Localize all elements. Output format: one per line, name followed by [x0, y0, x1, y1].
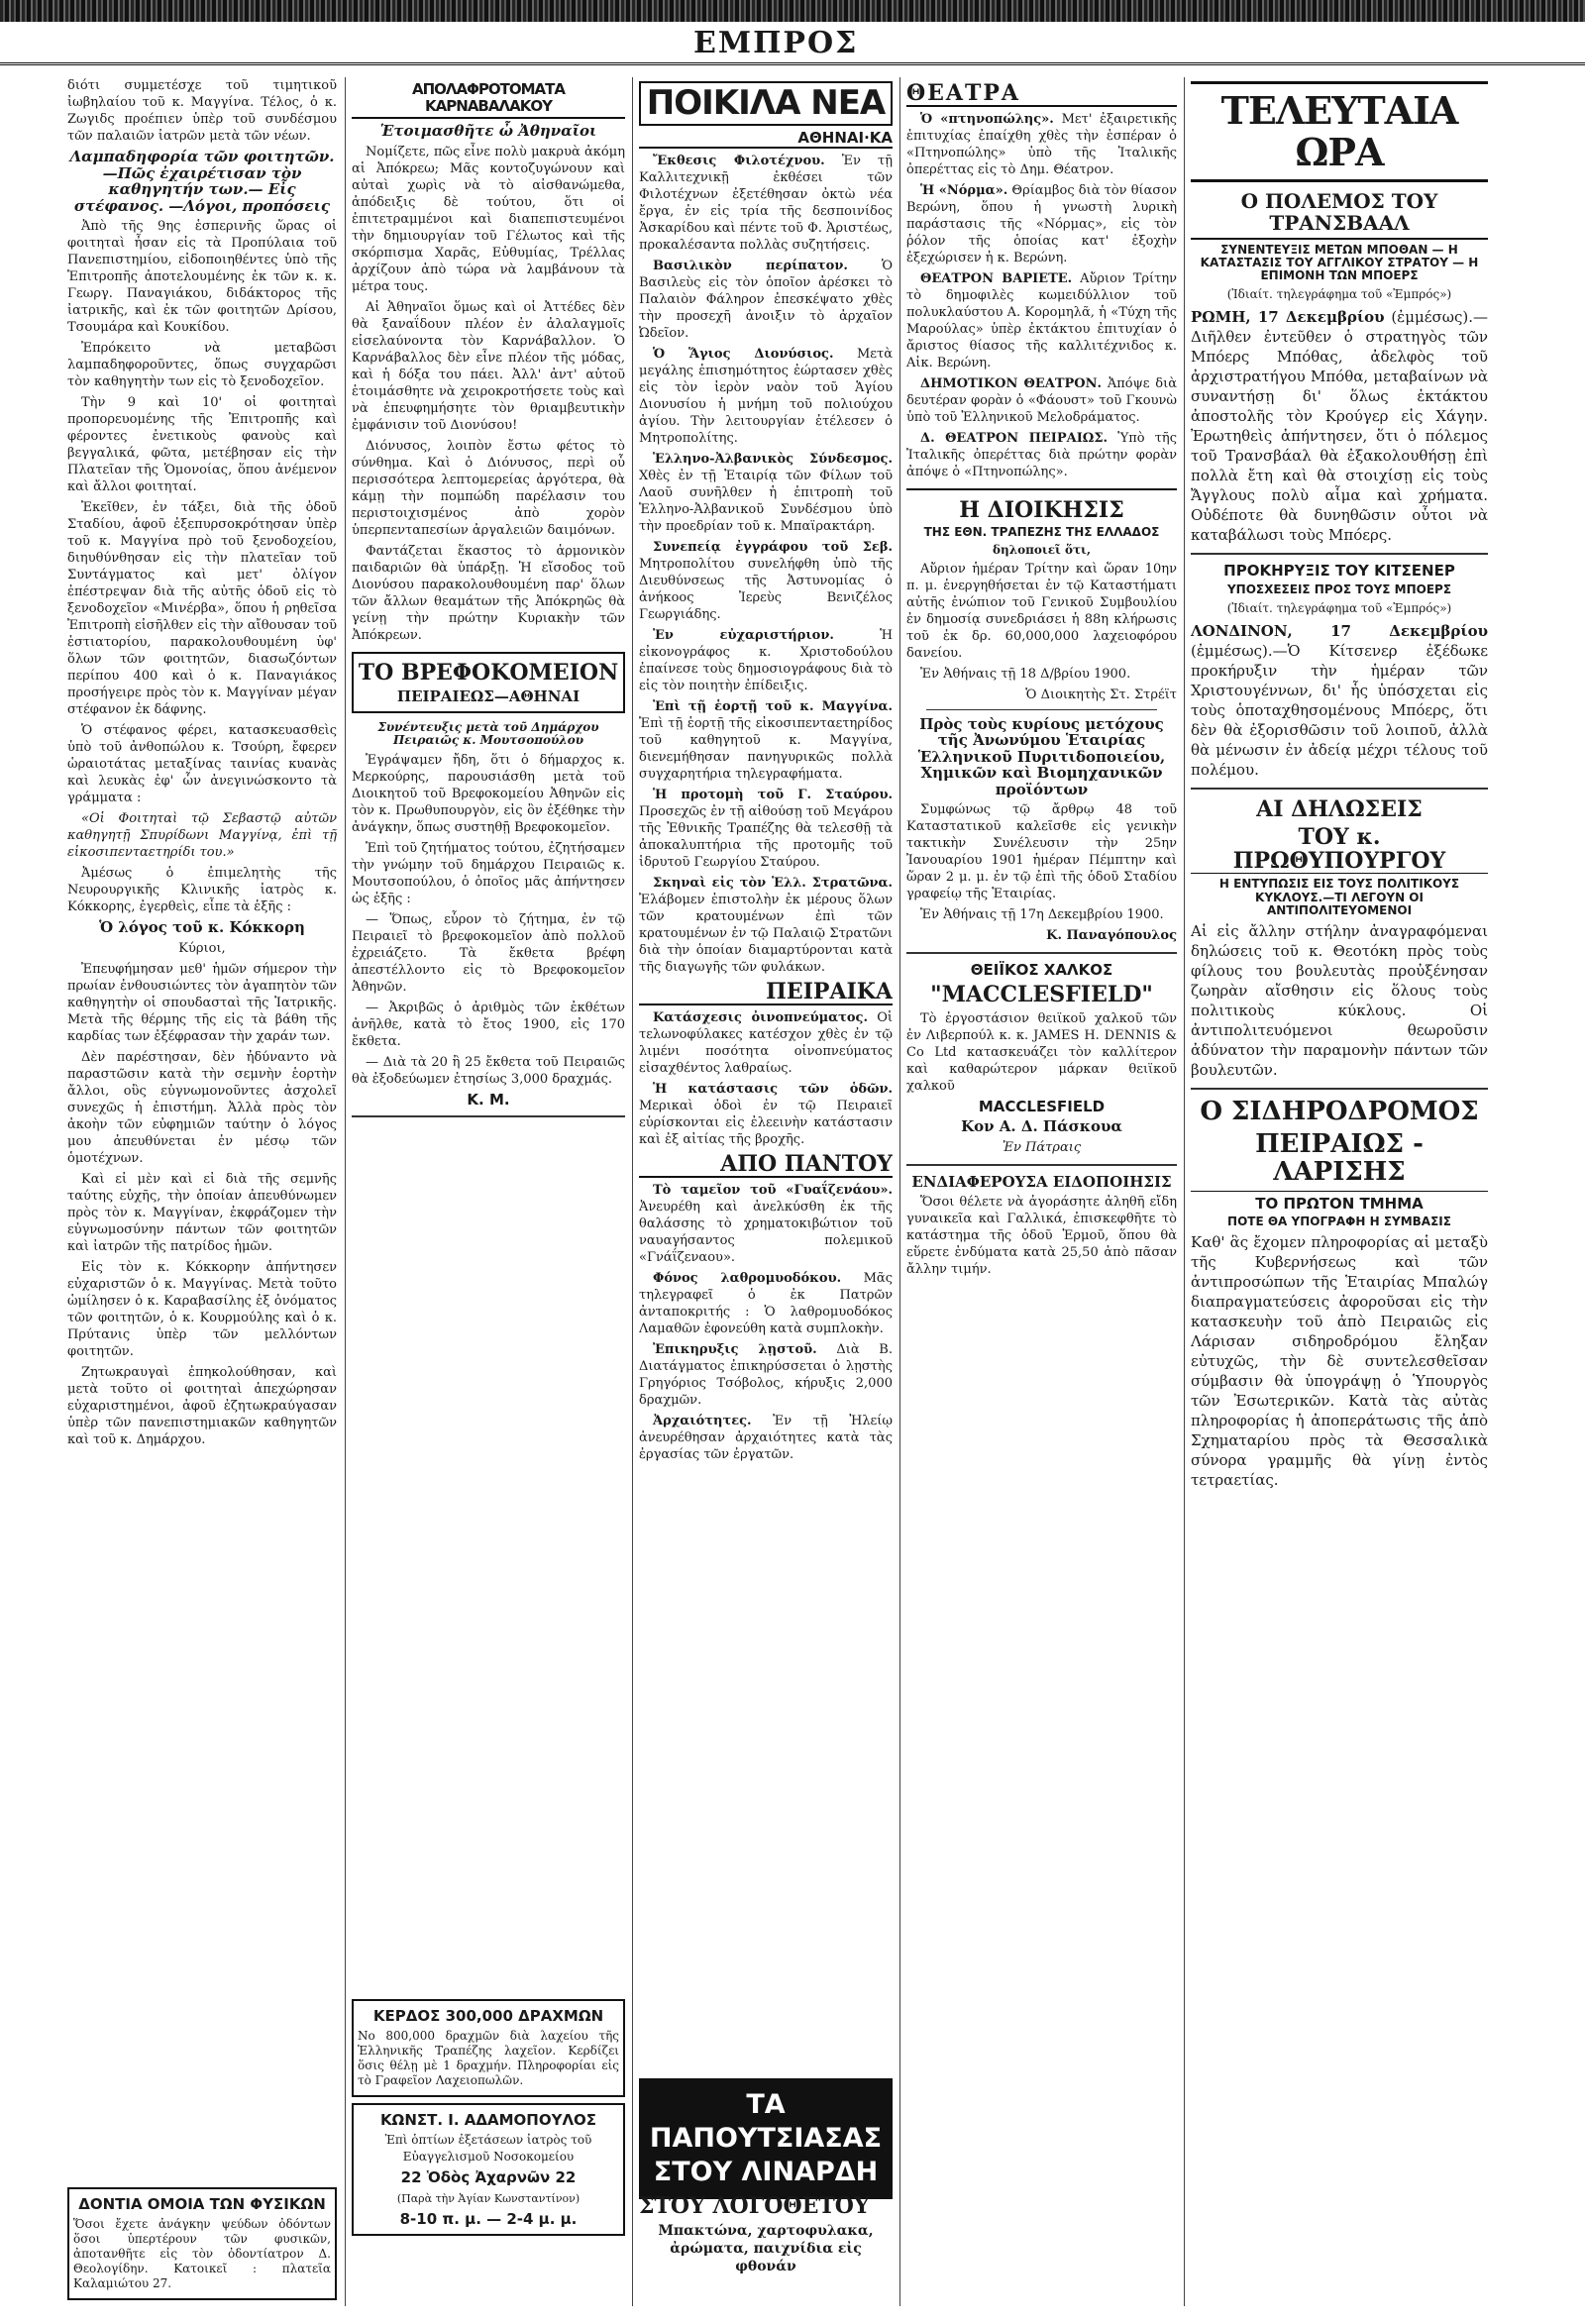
- news-item-text: Χθὲς ἐν τῇ Ἑταιρίᾳ τῶν Φίλων τοῦ Λαοῦ συνῆλθεν ἡ ἐπιτροπὴ τοῦ Ἑλληνο-Ἀλβανικοῦ Συνδέσμου ὑπὸ τὴν προεδρίαν τοῦ κ. Μπαϊρακτάρη.: [639, 468, 893, 534]
- athens-subheading: ΑΘΗΝΑΙ·ΚΑ: [639, 130, 893, 149]
- bank-notice-text: Αὔριον ἡμέραν Τρίτην καὶ ὥραν 10ην π. μ. ἐνεργηθήσεται ἐν τῷ Καταστήματι αὐτῆς ἐνώπιον τοῦ Γενικοῦ Συμβουλίου ἐν δημοσίᾳ συνεδριάσει ἡ 88η κλήρωσις τοῦ ἐκ δρ. 60,000,000 λαχειοφόρου δανείου.: [906, 561, 1177, 661]
- news-item-title: Ἔκθεσις Φιλοτέχνου.: [653, 153, 825, 168]
- paragraph: Διόνυσος, λοιπὸν ἔστω φέτος τὸ σύνθημα. Καὶ ὁ Διόνυσος, περὶ οὗ περισσότερα λεπτομερείας ἀργότερα, θὰ κάμῃ τὴν πομπώδη παρέλασιν του περιστοιχισμένος ἀπὸ χορὸν ὑπερπενταπεσίων ἀργαλειῶν δαιμόνων.: [352, 438, 625, 538]
- news-item: [639, 627, 893, 694]
- news-item-text: Μητροπολίτου συνελήφθη ὑπὸ τῆς Διευθύνσεως τῆς Ἀστυνομίας ὁ ἀνήκοος Ἰερεὺς Βενιζέλος Γεωργιάδης.: [639, 556, 893, 622]
- logothetou-title: ΣΤΟΥ ΛΟΓΟΘΕΤΟΥ: [639, 2193, 870, 2219]
- top-border-band: [0, 0, 1585, 22]
- last-hour-heading: ΤΕΛΕΥΤΑΙΑ ΩΡΑ: [1191, 81, 1488, 182]
- paragraph: Νομίζετε, πῶς εἶνε πολὺ μακρυὰ ἀκόμη αἱ Ἀπόκρεω; Μᾶς κοντοζυγώνουν καὶ αὐταὶ χωρὶς νὰ τὸ αἰσθανώμεθα, ἀπόδειξις δὲ τούτου, ὅτι οἱ ἐπιτετραμμένοι καὶ διαπεπιστευμένοι τὴν δημιουργίαν τοῦ Γέλωτος καὶ τῆς σκόρπισμα Χαρᾶς, Εὐθυμίας, Τρέλλας ἀρχίζουν ἀπὸ τώρα νὰ λαμβάνουν τὰ μέτρα τους.: [352, 144, 625, 294]
- interest-title: ΕΝΔΙΑΦΕΡΟΥΣΑ ΕΙΔΟΠΟΙΗΣΙΣ: [911, 1172, 1172, 1191]
- paragraph: «Οἱ Φοιτηταὶ τῷ Σεβαστῷ αὐτῶν καθηγητῇ Σπυρίδωνι Μαγγίνᾳ, ἐπὶ τῇ εἰκοσιπενταετηρίδι του.»: [67, 811, 337, 860]
- news-item: [639, 539, 893, 623]
- interview-lead: Συνέντευξις μετὰ τοῦ Δημάρχου Πειραιῶς κ. Μουτσοπούλου: [377, 720, 599, 748]
- doctor-address: 22 Ὁδὸς Ἀχαρνῶν 22: [400, 2168, 577, 2186]
- paragraph: Ἀπὸ τῆς 9ης ἑσπερινῆς ὥρας οἱ φοιτηταὶ ἦσαν εἰς τὰ Προπύλαια τοῦ Πανεπιστημίου, εἰδοποιηθέντες ὑπὸ τῆς Ἐπιτροπῆς ἀποτελουμένης ἐκ τῶν κ. κ. Γεωργ. Παναγιάκου, διδάκτορος τῆς ἰατρικῆς, καὶ ἐκ τῶν φοιτητῶν Δρίσου, Τσουμάρα καὶ Κουκίδου.: [67, 219, 337, 335]
- news-item-text: Ἐν τῇ Ἠλείῳ ἀνευρέθησαν ἀρχαιότητες κατὰ τὰς ἐργασίας τῶν ἐργατῶν.: [639, 1414, 893, 1463]
- shareholders-title: Πρὸς τοὺς κυρίους μετόχους τῆς Ἀνωνύμου Ἑταιρίας Ἑλληνικοῦ Πυριτιδοποιείου, Χημικῶν καὶ Βιομηχανικῶν προϊόντων: [917, 714, 1166, 798]
- prize-ad-title: ΚΕΡΔΟΣ 300,000 ΔΡΑΧΜΩΝ: [372, 2007, 604, 2025]
- news-item: [639, 1341, 893, 1409]
- news-item-title: Ἐπὶ τῇ ἑορτῇ τοῦ κ. Μαγγίνα.: [653, 698, 893, 714]
- news-item-title: Τὸ ταμεῖον τοῦ «Γυαΐζενάου».: [653, 1183, 893, 1199]
- doctor-note: (Παρὰ τὴν Ἀγίαν Κωνσταντίνον): [396, 2191, 581, 2205]
- declarations-title: ΑΙ ΔΗΛΩΣΕΙΣ: [1256, 795, 1423, 822]
- foundling-box: [352, 652, 625, 714]
- declarations-subtitle: Η ΕΝΤΥΠΩΣΙΣ ΕΙΣ ΤΟΥΣ ΠΟΛΙΤΙΚΟΥΣ ΚΥΚΛΟΥΣ.—ΤΙ ΛΕΓΟΥΝ ΟΙ ΑΝΤΙΠΟΛΙΤΕΥΟΜΕΝΟΙ: [1218, 877, 1460, 917]
- paragraph: Ἐκεῖθεν, ἐν τάξει, διὰ τῆς ὁδοῦ Σταδίου, ἀφοῦ ἐξεπυρσοκρότησαν ὑπὲρ τοῦ κ. Μαγγίνα πρὸ τοῦ ξενοδοχείου, διηυθύνθησαν εἰς τὴν πλατεῖαν τοῦ Συντάγματος καὶ μετ' ὀλίγον ἐπέστρεψαν διὰ τῆς αὐτῆς ὁδοῦ εἰς τὸ ξενοδοχεῖον «Μινέρβα», ὅπου ἡ ρηθεῖσα Ἐπιτροπὴ εἰσῆλθεν εἰς τὴν αἴθουσαν τοῦ ἑστιατορίου, παρακολουθουμένη ὑφ' ὅλων τῶν φοιτητῶν, διασωζόντων περίπου 400 καὶ ὁ κ. Παναγιάκος προσήγειρε πρὸς τὸν κ. Μαγγίναν μέγαν στέφανον ἐκ δάφνης.: [67, 500, 337, 717]
- column-rule: [899, 77, 900, 2306]
- carnival-heading: ΑΠΟΛΑΦΡΟΤΟΜΑΤΑ ΚΑΡΝΑΒΑΛΑΚΟΥ: [352, 81, 625, 119]
- declarations-title-2: ΤΟΥ κ. ΠΡΩΘΥΠΟΥΡΓΟΥ: [1191, 825, 1488, 874]
- theatre-item-text: Μετ' ἐξαιρετικῆς ἐπιτυχίας ἐπαίχθη χθὲς τὴν ἑσπέραν ὁ «Πτηνοπώλης» ὑπὸ τῆς Ἰταλικῆς ὀπερέττας εἰς τὸ Δημ. Θέατρον.: [906, 112, 1177, 178]
- bank-notice-lead: δηλοποιεῖ ὅτι,: [992, 542, 1092, 557]
- transvaal-story: [1191, 307, 1488, 545]
- theatre-item: [906, 270, 1177, 371]
- carnival-subheading: Ἑτοιμασθῆτε ὦ Ἀθηναῖοι: [379, 122, 597, 140]
- misc-news-heading: ΠΟΙΚΙΛΑ ΝΕΑ: [639, 81, 893, 126]
- news-item-text: Οἱ τελωνοφύλακες κατέσχον χθὲς ἐν τῷ λιμένι ποσότητα οἰνοπνεύματος εἰσαχθέντος λαθραίως.: [639, 1010, 893, 1077]
- shareholders-date: Ἐν Ἀθήναις τῇ 17η Δεκεμβρίου 1900.: [920, 907, 1164, 923]
- transvaal-subtitle: ΣΥΝΕΝΤΕΥΞΙΣ ΜΕΤΩΝ ΜΠΟΘΑΝ — Η ΚΑΤΑΣΤΑΣΙΣ ΤΟΥ ΑΓΓΛΙΚΟΥ ΣΤΡΑΤΟΥ — Η ΕΠΙΜΟΝΗ ΤΩΝ ΜΠΟΕΡΣ: [1200, 242, 1479, 282]
- kitchener-text: (ἐμμέσως).—Ὁ Κίτσενερ ἐξέδωκε προκήρυξιν τὴν ἡμέραν τῶν Χριστουγέννων, δι' ἧς ὑπόσχεται εἰς τοὺς ὁποταχθησομένους Μπόερς, ὅτι δὲν θὰ ἐξορισθῶσιν τοῦ λοιποῦ, ἀλλὰ θὰ μένωσιν ἐν ἀδείᾳ μέχρι τέλους τοῦ πολέμου.: [1191, 641, 1488, 779]
- declarations-text: Αἱ εἰς ἄλλην στήλην ἀναγραφόμεναι δηλώσεις τοῦ κ. Θεοτόκη πρὸς τοὺς φίλους του βουλευτὰς προὐξένησαν ζωηρὰν αἴσθησιν εἰς ὅλους τοὺς πολιτικοὺς κύκλους. Οἱ ἀντιπολιτευόμενοι θεωροῦσιν ἀδύνατον τὴν παραμονὴν πάντων τῶν βουλευτῶν.: [1191, 921, 1488, 1079]
- interview-signature: Κ. Μ.: [467, 1090, 510, 1109]
- intro-text: διότι συμμετέσχε τοῦ τιμητικοῦ ἰωβηλαίου τοῦ κ. Μαγγίνα. Τέλος, ὁ κ. Ζωγιδς προέπιεν ὑπὲρ τοῦ συνδέσμου τῶν παλαιῶν ἰατρῶν μετὰ τῶν νέων.: [67, 78, 337, 144]
- doctor-hours: 8-10 π. μ. — 2-4 μ. μ.: [399, 2209, 578, 2228]
- speech-title: Ὁ λόγος τοῦ κ. Κόκκορη: [99, 918, 305, 936]
- bank-notice-signature: Ὁ Διοικητὴς Στ. Στρέϊτ: [1025, 687, 1177, 702]
- news-item-text: Μετὰ μεγάλης ἐπισημότητος ἐώρτασεν χθὲς εἰς τὸν ἱερὸν ναὸν τοῦ Ἁγίου Διονυσίου ἡ μνήμη τοῦ πολιούχου ἁγίου. Τὴν λειτουργίαν ἐτέλεσεν ὁ Μητροπολίτης.: [639, 346, 893, 446]
- news-item-title: Ἀρχαιότητες.: [653, 1414, 752, 1429]
- news-item-text: Ἐλάβομεν ἐπιστολὴν ἐκ μέρους ὅλων τῶν κρατουμένων ἐπὶ τῶν κρατουμένων ἐν τῷ Παλαιῷ Στρατῶνι διὰ τὴν ὁποίαν διαμαρτύρονται κατὰ τῆς διαγωγῆς τῶν φυλάκων.: [639, 892, 893, 975]
- news-item: [639, 1009, 893, 1077]
- theatre-item-title: Ἡ «Νόρμα».: [920, 183, 1008, 199]
- interest-text: Ὅσοι θέλετε νὰ ἀγοράσητε ἀληθῆ εἴδη γυναικεῖα καὶ Γαλλικά, ἐπισκεφθῆτε τὸ κατάστημα τῆς ὁδοῦ Ἑρμοῦ, ὅπου θὰ εὕρετε ἐνδύματα κατὰ 25,50 ἀπὸ πᾶσαν ἄλλην τιμήν.: [906, 1195, 1177, 1278]
- column-rule: [1184, 77, 1185, 2306]
- kitchener-title: ΠΡΟΚΗΡΥΞΙΣ ΤΟΥ ΚΙΤΣΕΝΕΡ: [1223, 562, 1455, 581]
- theatre-item: [906, 111, 1177, 178]
- railway-text: Καθ' ἃς ἔχομεν πληροφορίας αἱ μεταξὺ τῆς Κυβερνήσεως καὶ τῶν ἀντιπροσώπων τῆς Ἑταιρίας Μπαλώγ διαπραγματεύσεις ἀφοροῦσαι εἰς τὴν κατασκευὴν τοῦ ἀπὸ Πειραιῶς εἰς Λάρισαν σιδηροδρόμου ἔληξαν εὐτυχῶς, τὴν δὲ συντελεσθεῖσαν σύμβασιν θὰ ὑπογράψῃ ὁ Ὑπουργὸς τῶν Ἐσωτερικῶν. Κατὰ τὰς αὐτὰς πληροφορίας ἡ ἀποπεράτωσις τῆς ἀπὸ Σχηματαρίου πρὸς τὰ Θεσσαλικὰ σύνορα γραμμῆς θὰ γίνῃ ἐντὸς τετραετίας.: [1191, 1233, 1488, 1490]
- shareholders-signature: Κ. Παναγόπουλος: [1046, 928, 1177, 944]
- divider: [906, 1164, 1177, 1166]
- news-item: [639, 698, 893, 783]
- paragraph: Αἱ Ἀθηναῖοι ὅμως καὶ οἱ Ἀττέδες δὲν θὰ ξαναΐδουν πλέον ἐν ἀλαλαγμοῖς εἰσελαύνοντα τὸν Καρνάβαλλον. Ὁ Καρνάβαλλος δὲν εἶνε πλέον τῆς μόδας, καὶ ἡ δόξα του πάει. Ἀλλ' ἀντ' αὐτοῦ ἑτοιμάσθητε νὰ χειροκροτήσετε τοὺς καὶ νὰ ἐπευφημήσητε τὸν θριαμβευτικὴν ἐμφάνισιν τοῦ Διονύσου!: [352, 299, 625, 433]
- bank-notice: [906, 488, 1177, 703]
- theatre-item-text: Θρίαμβος διὰ τὸν θίασον Βερώνη, ὅπου ἡ γνωστὴ λυρικὴ παράστασις τῆς «Νόρμας», εἰς τὸν ῥόλον τῆς ὁποίας κατ' ἐξοχὴν ἐξεχώρισεν ἡ κ. Βερώνη.: [906, 183, 1177, 266]
- news-item: [639, 451, 893, 535]
- railway-subtitle-2: ΠΟΤΕ ΘΑ ΥΠΟΓΡΑΦΗ Η ΣΥΜΒΑΣΙΣ: [1227, 1215, 1451, 1229]
- foundling-subtitle: ΠΕΙΡΑΙΕΩΣ—ΑΘΗΝΑΙ: [396, 687, 581, 705]
- news-item: [639, 1270, 893, 1337]
- news-item-text: Μᾶς τηλεγραφεῖ ὁ ἐκ Πατρῶν ἀνταποκριτής : Ὁ λαθρομυοδόκος Λαμαθῶν ἐφονεύθη κατὰ συμπλοκὴν.: [639, 1271, 893, 1337]
- transvaal-title: Ο ΠΟΛΕΜΟΣ ΤΟΥ ΤΡΑΝΣΒΑΑΛ: [1191, 186, 1488, 240]
- doctor-name: ΚΩΝΣΤ. Ι. ΑΔΑΜΟΠΟΥΛΟΣ: [379, 2110, 597, 2129]
- speech-salutation: Κύριοι,: [178, 940, 226, 956]
- theatre-item-text: Ὑπὸ τῆς Ἰταλικῆς ὀπερέττας διὰ πρώτην φορὰν ἀπόψε ὁ «Πτηνοπώλης».: [906, 431, 1177, 480]
- column-3: [639, 77, 893, 2306]
- column-4: [906, 77, 1177, 2306]
- copper-brand-2: MACCLESFIELD: [978, 1097, 1106, 1115]
- news-item: [639, 153, 893, 254]
- shoe-ad-line-1: ΤΑ ΠΑΠΟΥΤΣΙΑΣΑΣ: [649, 2089, 883, 2154]
- news-item-title: Ἐπικηρυξις λῃστοῦ.: [653, 1342, 817, 1358]
- theatre-item-title: Ὁ «πτηνοπώλης».: [920, 112, 1054, 128]
- speech-paragraph: Καὶ εἰ μὲν καὶ εἰ διὰ τῆς σεμνῆς ταύτης εὐχῆς, τὴν ὁποίαν ἀπευθύνωμεν πρὸς τὸν κ. Μαγγίναν, ἐκφράζομεν τὴν εὐγνωμοσύνην πάντων τῶν φοιτητῶν καὶ ἰατρῶν τῆς πατρίδος ἡμῶν.: [67, 1171, 337, 1254]
- news-item-title: Ἑλληνο-Ἀλβανικὸς Σύνδεσμος.: [653, 451, 893, 467]
- paragraph: Ἐγράψαμεν ἤδη, ὅτι ὁ δήμαρχος κ. Μερκούρης, παρουσιάσθη μετὰ τοῦ Διοικητοῦ τοῦ Βρεφοκομείου Ἀθηνῶν εἰς τὸν κ. Πρωθυπουργὸν, εἰς ὃν ἐξέθηκε τὴν ἀνάγκην, ὅπως συστηθῇ Βρεφοκομεῖον.: [352, 752, 625, 835]
- transvaal-source: (Ἰδιαίτ. τηλεγράφημα τοῦ «Ἐμπρός»): [1226, 287, 1452, 302]
- news-item-title: Ἡ προτομὴ τοῦ Γ. Σταύρου.: [653, 787, 893, 802]
- bank-notice-subtitle: ΤΗΣ ΕΘΝ. ΤΡΑΠΕΖΗΣ ΤΗΣ ΕΛΛΑΔΟΣ: [923, 525, 1160, 540]
- shoe-store-ad: [639, 2078, 893, 2199]
- railway-subtitle: ΤΟ ΠΡΩΤΟΝ ΤΜΗΜΑ: [1255, 1194, 1424, 1213]
- shareholders-text: Συμφώνως τῷ ἄρθρῳ 48 τοῦ Καταστατικοῦ καλεῖσθε εἰς γενικὴν τακτικὴν Συνέλευσιν τὴν 25ην Ἰανουαρίου 1901 ἡμέραν Πέμπτην καὶ ὥραν 2 μ. μ. ἐν τῷ ἐπὶ τῆς ὁδοῦ Σταδίου γραφείῳ τῆς Ἑταιρίας.: [906, 802, 1177, 902]
- prize-ad-text: Νο 800,000 δραχμῶν διὰ λαχείου τῆς Ἑλληνικῆς Τραπέζης λαχεῖον. Κερδίζει ὅσις θέλῃ μὲ 1 δραχμήν. Πληροφορίαι εἰς τὸ Γραφεῖον Λαχειοπωλῶν.: [358, 2028, 619, 2087]
- news-item: [639, 875, 893, 976]
- divider: [1191, 1088, 1488, 1090]
- transvaal-dateline: ΡΩΜΗ, 17 Δεκεμβρίου: [1191, 308, 1385, 327]
- news-item: [639, 1081, 893, 1148]
- news-item-title: Ἐν εὐχαριστήριον.: [653, 627, 834, 643]
- copper-text: Τὸ ἐργοστάσιον θειϊκοῦ χαλκοῦ τῶν ἐν Λιβερπούλ κ. κ. JAMES H. DENNIS & Co Ltd κατασκευάζει τὸν καλλίτερον καὶ καθαρώτερον μάρκαν θειϊκοῦ χαλκοῦ: [906, 1010, 1177, 1094]
- procession-heading: Λαμπαδηφορία τῶν φοιτητῶν. —Πῶς ἐχαιρέτισαν τὸν καθηγητήν των.— Εἶς στέφανος. —Λόγοι, προπόσεις: [69, 148, 335, 215]
- column-rule: [632, 77, 633, 2306]
- paragraph: — Διὰ τὰ 20 ἢ 25 ἔκθετα τοῦ Πειραιῶς θὰ ἐξοδεύωμεν ἐτησίως 3,000 δραχμάς.: [352, 1054, 625, 1087]
- news-item-text: Ἡ εἰκονογράφος κ. Χριστοδούλου ἐπαίνεσε τοὺς δημοσιογράφους διὰ τὸ εἰς τὸν ποιητὴν ἐπίδειξις.: [639, 627, 893, 693]
- foundling-title: ΤΟ ΒΡΕΦΟΚΟΜΕΙΟΝ: [358, 659, 619, 686]
- column-5: [1191, 77, 1488, 2306]
- ads-block: [352, 1999, 625, 2236]
- theatre-item-text: Ἀπόψε διὰ δευτέραν φορὰν ὁ «Φάουστ» τοῦ Γκουνὼ ὑπὸ τοῦ Ἑλληνικοῦ Μελοδράματος.: [906, 376, 1177, 426]
- column-1: [67, 77, 337, 2306]
- logothetou-text: Μπακτώνα, χαρτοφυλακα, ἀρώματα, παιχνίδια εἰς φθονάν: [658, 2223, 874, 2275]
- news-item-title: Βασιλικὸν περίπατον.: [653, 258, 848, 273]
- divider: [906, 952, 1177, 954]
- news-item: [639, 1182, 893, 1266]
- paragraph: Ὁ στέφανος φέρει, κατασκευασθεὶς ὑπὸ τοῦ ἀνθοπώλου κ. Τσούρη, ἔφερεν ὡραιοτάτας μεταξίνας ταινίας κυανὰς καὶ λευκὰς ἐφ' ὧν ἀνεγινώσκοντο τὰ γράμματα :: [67, 723, 337, 805]
- bank-notice-date: Ἐν Ἀθήναις τῇ 18 Δ/βρίου 1900.: [920, 666, 1131, 682]
- kitchener-story: [1191, 621, 1488, 780]
- speech-paragraph: Εἰς τὸν κ. Κόκκορην ἀπήντησεν εὐχαριστῶν ὁ κ. Μαγγίνας. Μετὰ τοῦτο ὡμίλησεν ὁ κ. Καραβασίλης ἐξ ὀνόματος τῶν φοιτητῶν, ὁ κ. Κουρμούλης καὶ ὁ κ. Πρύτανις ὑπὲρ τῶν μελλόντων φοιτητῶν.: [67, 1259, 337, 1359]
- news-item-title: Φόνος λαθρομυοδόκου.: [653, 1271, 842, 1287]
- paragraph: Φαντάζεται ἕκαστος τὸ ἁρμονικὸν παιδαριῶν θὰ ὑπάρξῃ. Ἡ εἴσοδος τοῦ Διονύσου παρακολουθουμένη παρ' ὅλων τῶν ἄλλων θεαμάτων τῆς Ἀπόκρηῶς θὰ γείνῃ τὴν πρώτην Κυριακὴν τῶν Ἀπόκρεων.: [352, 543, 625, 643]
- copper-agent: Κον Α. Δ. Πάσκουα: [961, 1117, 1122, 1136]
- speech-paragraph: Ζητωκραυγαὶ ἐπηκολούθησαν, καὶ μετὰ τοῦτο οἱ φοιτηταὶ ἀπεχώρησαν εὐχαριστημένοι, ἀφοῦ ἐζητωκραύγασαν ὑπὲρ τῶν πανεπιστημιακῶν καθηγητῶν καὶ τοῦ κ. Δημάρχου.: [67, 1364, 337, 1447]
- paragraph: — Ἀκριβῶς ὁ ἀριθμὸς τῶν ἐκθέτων ἀνῆλθε, κατὰ τὸ ἔτος 1900, εἰς 170 ἔκθετα.: [352, 1000, 625, 1049]
- column-rule: [345, 77, 346, 2306]
- theatre-item: [906, 375, 1177, 426]
- news-item-text: Προσεχῶς ἐν τῇ αἰθούσῃ τοῦ Μεγάρου τῆς Ἐθνικῆς Τραπέζης θὰ τελεσθῇ τὰ ἀποκαλυπτήρια τῆς προτομῆς τοῦ ἱδρυτοῦ Γεωργίου Σταύρου.: [639, 803, 893, 870]
- newspaper-title: ΕΜΠΡΟΣ: [693, 26, 859, 60]
- doctor-ad: [352, 2103, 625, 2237]
- divider: [926, 709, 1157, 710]
- bank-notice-title: Η ΔΙΟΙΚΗΣΙΣ: [959, 497, 1124, 524]
- kitchener-dateline: ΛΟΝΔΙΝΟΝ, 17 Δεκεμβρίου: [1191, 621, 1488, 640]
- theatre-item-text: Αὔριον Τρίτην τὸ δημοφιλὲς κωμειδύλλιον τοῦ πολυκλαύστου Α. Κορομηλᾶ, ἡ «Τύχη τῆς Μαρούλας» ὑπὲρ ἐκτάκτου ἐπιτυχίαν ὁ ἄριστος θίασος τῆς καλλιτέχνιδος κ. Αἰκ. Βερώνη.: [906, 271, 1177, 371]
- piraeus-heading: ΠΕΙΡΑΙΚΑ: [639, 980, 893, 1005]
- paragraph: Ἐπὶ τοῦ ζητήματος τούτου, ἐζητήσαμεν τὴν γνώμην τοῦ δημάρχου Πειραιῶς κ. Μουτσοπούλου, ὁ ὁποῖος μᾶς ἀπήντησεν ὡς ἑξῆς :: [352, 840, 625, 906]
- news-item-title: Ὁ Ἅγιος Διονύσιος.: [653, 346, 834, 362]
- from-everywhere-heading: ΑΠΟ ΠΑΝΤΟΥ: [639, 1152, 893, 1178]
- masthead: [0, 22, 1585, 65]
- kitchener-source: (Ἰδιαίτ. τηλεγράφημα τοῦ «Ἐμπρός»): [1226, 600, 1452, 615]
- news-item-text: Ἀνευρέθη καὶ ἀνελκύσθη ἐκ τῆς θαλάσσης τὸ χρηματοκιβώτιον τοῦ ναυαγήσαντος πολεμικοῦ «Γνάΐζεναου».: [639, 1200, 893, 1266]
- theatre-item: [906, 182, 1177, 266]
- theatre-item: [906, 430, 1177, 480]
- theatre-item-title: ΘΕΑΤΡΟΝ ΒΑΡΙΕΤΕ.: [920, 271, 1073, 287]
- railway-title: Ο ΣΙΔΗΡΟΔΡΟΜΟΣ: [1200, 1096, 1479, 1126]
- copper-title: ΘΕΙΪΚΟΣ ΧΑΛΚΟΣ: [970, 961, 1113, 980]
- news-item-title: Σκηναὶ εἰς τὸν Ἑλλ. Στρατῶνα.: [653, 875, 893, 891]
- news-item: [639, 258, 893, 342]
- doctor-text: Ἐπὶ ὁπτίων ἐξετάσεων ἰατρὸς τοῦ Εὐαγγελισμοῦ Νοσοκομείου: [384, 2133, 592, 2164]
- news-item-text: Ἐπὶ τῇ ἑορτῇ τῆς εἰκοσιπενταετηρίδος τοῦ καθηγητοῦ κ. Μαγγίνα, διενεμήθησαν πανηγυρικῶς πολλὰ συγχαρητήρια τηλεγραφήματα.: [639, 715, 893, 782]
- divider: [1191, 788, 1488, 790]
- dentist-ad: [67, 2187, 337, 2300]
- railway-title-2: ΠΕΙΡΑΙΩΣ - ΛΑΡΙΣΗΣ: [1191, 1130, 1488, 1192]
- dentist-ad-text: Ὅσοι ἔχετε ἀνάγκην ψεύδων ὀδόντων ὅσοι ὑπερτέρουν τῶν φυσικῶν, ἀποτανθῆτε εἰς τὸν ὀδοντίατρον Δ. Θεολογίδην. Κατοικεῖ : πλατεῖα Καλαμιώτου 27.: [73, 2216, 331, 2290]
- news-item-text: Ὁ Βασιλεὺς εἰς τὸν ὁποῖον ἀρέσκει τὸ Παλαιὸν Φάληρον ἐπεσκέψατο χθὲς τὴν προσεχῆ ἀνοιξιν τὸ ἀρχαῖον Ὠδεῖον.: [639, 258, 893, 341]
- shoe-ad-line-2: ΣΤΟΥ ΛΙΝΑΡΔΗ: [653, 2157, 879, 2187]
- copper-brand: "MACCLESFIELD": [930, 981, 1153, 1007]
- column-2: [352, 77, 625, 2306]
- paragraph: Ἀμέσως ὁ ἐπιμελητὴς τῆς Νευρουργικῆς Κλινικῆς ἰατρὸς κ. Κόκκορης, ἐγερθεὶς, εἶπε τὰ ἑξῆς :: [67, 866, 337, 914]
- paragraph: Ἐπρόκειτο νὰ μεταβῶσι λαμπαδηφοροῦντες, ὅπως συγχαρῶσι τὸν καθηγητὴν των εἰς τὸ ξενοδοχεῖον.: [67, 341, 337, 389]
- news-item-title: Ἡ κατάστασις τῶν ὁδῶν.: [653, 1082, 893, 1098]
- logothetou-ad: [639, 2187, 893, 2279]
- news-item-text: Διὰ Β. Διατάγματος ἐπικηρύσσεται ὁ λῃστὴς Γρηγόριος Τσόβολος, κήρυξις 2,000 δραχμῶν.: [639, 1342, 893, 1409]
- speech-paragraph: Ἐπευφήμησαν μεθ' ἡμῶν σήμερον τὴν πρωίαν ἐνθουσιώντες τὸν ἀγαπητὸν τῶν καθηγητὴν οἱ σπουδασταὶ τῆς Ἰατρικῆς. Μετὰ τῆς θέρμης τῆς εἰς τὰ βάθη τῆς καρδίας των ἐξέφρασαν τὴν χαράν των.: [67, 961, 337, 1044]
- transvaal-text: (ἐμμέσως).—Διῆλθεν ἐντεῦθεν ὁ στρατηγὸς τῶν Μπόερς Μπόθας, ἀδελφὸς τοῦ ἀρχιστρατήγου Μπόθα, μεταβαίνων νὰ συναντήσῃ δι' ὅλως ἐκτάκτου ἀποστολῆς τὸν Κρούγερ εἰς Χάγην. Ἐρωτηθεὶς ἀπήντησεν, ὅτι ὁ πόλεμος τοῦ Τρανσβάαλ θὰ ἐξακολουθήσῃ ἐπὶ πολλὰ ἔτη καὶ θὰ στοιχίσῃ εἰς τοὺς Ἄγγλους πολὺ αἷμα καὶ χρήματα. Οὐδέποτε θὰ δυνηθῶσιν οὗτοι νὰ καταβάλωσι τοὺς Μπόερς.: [1191, 308, 1488, 545]
- paragraph: — Ὅπως, εὗρον τὸ ζήτημα, ἐν τῷ Πειραιεῖ τὸ βρεφοκομεῖον ἀπὸ πολλοῦ ἐχρειάζετο. Τὰ ἔκθετα βρέφη ἀπεστέλλοντο εἰς τὸ Βρεφοκομεῖον Ἀθηνῶν.: [352, 911, 625, 995]
- speech-paragraph: Δὲν παρέστησαν, δὲν ἠδύναντο νὰ παραστῶσιν κατὰ τὴν σεμνὴν ἑορτὴν ἄλλοι, οὓς εὐγνωμονοῦντες ἀσχολεῖ συνεχῶς ἡ ἐπιστήμη. Ἀλλὰ πρὸς τὸν ἀκοὴν τῶν εὐφημιῶν ταύτην ὁ λόγος μου ἀπευθύνεται ἐν μέσῳ τῶν ὁμοτέχνων.: [67, 1049, 337, 1166]
- dentist-ad-title: ΔΟΝΤΙΑ ΟΜΟΙΑ ΤΩΝ ΦΥΣΙΚΩΝ: [78, 2195, 326, 2213]
- news-item-title: Συνεπείᾳ ἐγγράφου τοῦ Σεβ.: [653, 539, 893, 555]
- news-item: [639, 787, 893, 871]
- kitchener-subtitle: ΥΠΟΣΧΕΣΕΙΣ ΠΡΟΣ ΤΟΥΣ ΜΠΟΕΡΣ: [1226, 581, 1452, 596]
- theatre-item-title: ΔΗΜΟΤΙΚΟΝ ΘΕΑΤΡΟΝ.: [920, 376, 1103, 392]
- news-item-title: Κατάσχεσις ὀινοπνεύματος.: [653, 1010, 868, 1026]
- divider: [1191, 553, 1488, 555]
- divider: [352, 1115, 625, 1117]
- news-item-text: Μερικαὶ ὁδοὶ ἐν τῷ Πειραιεῖ εὑρίσκονται εἰς ἐλεεινὴν κατάστασιν καὶ ἐξ αἰτίας τῆς βροχῆς.: [639, 1099, 893, 1148]
- news-item: [639, 346, 893, 447]
- prize-ad: [352, 1999, 625, 2097]
- theatres-heading: ΘΕΑΤΡΑ: [906, 81, 1177, 107]
- theatre-item-title: Δ. ΘΕΑΤΡΟΝ ΠΕΙΡΑΙΩΣ.: [920, 431, 1109, 447]
- paragraph: Τὴν 9 καὶ 10' οἱ φοιτηταὶ προπορευομένης τῆς Ἐπιτροπῆς καὶ φέροντες ἐνετικοὺς φανοὺς καὶ βεγγαλικά, φῶτα, μετέβησαν εἰς τὴν Πλατεῖαν τῆς Ὁμονοίας, ὅπου ἀνέμενον καὶ ἄλλοι φοιτηταί.: [67, 395, 337, 494]
- news-item: [639, 1413, 893, 1463]
- copper-city: Ἐν Πάτραις: [1002, 1139, 1082, 1155]
- news-item-text: Ἐν τῇ Καλλιτεχνικῇ ἐκθέσει τῶν Φιλοτέχνων ἐξετέθησαν ὀκτὼ νέα ἔργα, ἐν εἰς τρία τῆς δεσποινίδος Ἀσκαρίδου καὶ πέντε τοῦ Φ. Ἀριστέως, προκαλέσαντα πολλὰς συζητήσεις.: [639, 153, 893, 253]
